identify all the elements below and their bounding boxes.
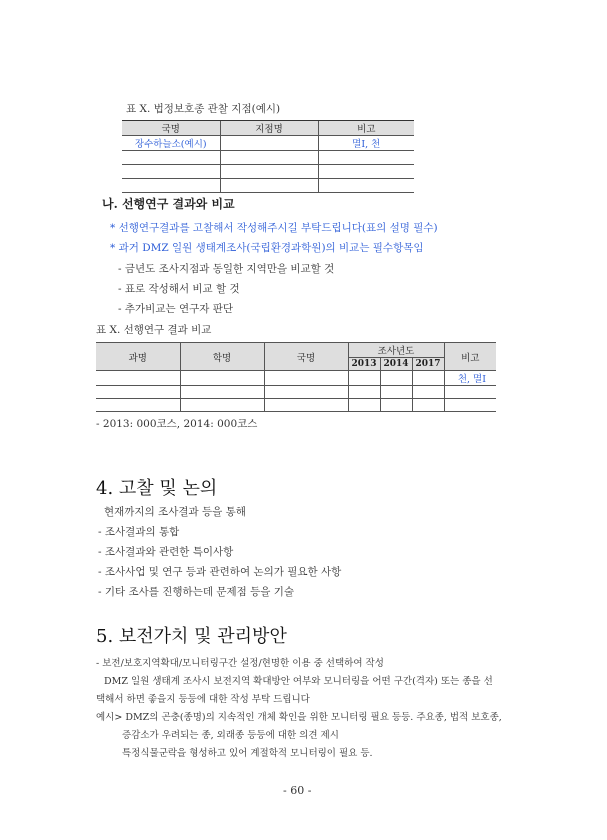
table-cell [264, 386, 348, 399]
body-line: 현재까지의 조사결과 등을 통해 [104, 506, 246, 518]
body-line: 특정식물군락을 형성하고 있어 계절학적 모니터링이 필요 등. [122, 748, 373, 759]
table-row [96, 386, 496, 399]
table-header-row [96, 343, 496, 358]
table-cell [380, 371, 412, 386]
prior-study-table [96, 342, 496, 412]
table-cell [96, 386, 180, 399]
table-cell [122, 151, 220, 165]
bullet-line: - 조사사업 및 연구 등과 관련하여 논의가 필요한 사항 [98, 566, 342, 578]
table-cell [180, 371, 264, 386]
bullet-line: - 조사결과의 통합 [98, 526, 180, 538]
note-line: * 선행연구결과를 고찰해서 작성해주시길 부탁드립니다(표의 설명 필수) [110, 222, 438, 234]
table-cell [96, 371, 180, 386]
table2-note: - 2013: 000코스, 2014: 000코스 [96, 418, 258, 430]
table-cell [180, 399, 264, 412]
table-cell [220, 179, 318, 193]
bullet-line: - 기타 조사를 진행하는데 문제점 등을 기술 [98, 586, 295, 598]
table-cell [122, 165, 220, 179]
body-line: - 보전/보호지역확대/모니터링구간 설정/현명한 이용 중 선택하여 작성 [96, 658, 384, 669]
table-row [122, 136, 414, 151]
table-cell [318, 151, 414, 165]
table-cell [318, 165, 414, 179]
header-cell: 국명 [264, 343, 348, 371]
section-heading: 4. 고찰 및 논의 [96, 478, 218, 499]
table-cell [412, 371, 444, 386]
section-heading: 5. 보전가치 및 관리방안 [96, 626, 287, 647]
table-header-row [122, 121, 414, 136]
table-cell [412, 386, 444, 399]
year-header-cell: 2014 [380, 358, 412, 371]
body-line: 증감소가 우려되는 종, 외래종 등등에 대한 의견 제시 [122, 730, 339, 741]
year-header-cell: 2017 [412, 358, 444, 371]
table-cell [180, 386, 264, 399]
header-cell: 과명 [96, 343, 180, 371]
table-cell [318, 179, 414, 193]
table-row [122, 179, 414, 193]
table-cell [264, 399, 348, 412]
protected-species-table [122, 120, 414, 193]
table-cell [220, 136, 318, 151]
table-cell: 천, 멸Ⅰ [444, 371, 496, 386]
header-cell: 조사년도 [348, 343, 444, 358]
table-cell: 멸Ⅰ, 천 [318, 136, 414, 151]
table-row [96, 399, 496, 412]
table-row [96, 371, 496, 386]
table-cell [220, 165, 318, 179]
page-number: - 60 - [283, 784, 312, 797]
header-cell: 지점명 [220, 121, 318, 136]
table-cell [348, 386, 380, 399]
table-cell [348, 399, 380, 412]
table-cell [220, 151, 318, 165]
body-line: DMZ 일원 생태계 조사시 보전지역 확대방안 여부와 모니터링을 어떤 구간(격자) 또는 종을 선 [104, 676, 493, 687]
bullet-line: - 표로 작성해서 비교 할 것 [118, 283, 240, 295]
note-line: * 과거 DMZ 일원 생태계조사(국립환경과학원)의 비교는 필수항목임 [110, 242, 424, 254]
table-cell [444, 386, 496, 399]
table-cell [96, 399, 180, 412]
body-line: 택해서 하면 좋을지 등등에 대한 작성 부탁 드립니다 [96, 694, 310, 705]
table-cell [444, 399, 496, 412]
table-row [122, 165, 414, 179]
table-row [122, 151, 414, 165]
header-cell: 비고 [318, 121, 414, 136]
table-cell [348, 371, 380, 386]
table-cell: 장수하늘소(예시) [122, 136, 220, 151]
section-title: 나. 선행연구 결과와 비교 [102, 197, 235, 211]
header-cell: 국명 [122, 121, 220, 136]
year-header-cell: 2013 [348, 358, 380, 371]
table-cell [122, 179, 220, 193]
table-cell [380, 386, 412, 399]
header-cell: 비고 [444, 343, 496, 371]
table2-caption: 표 X. 선행연구 결과 비교 [96, 324, 212, 336]
header-cell: 학명 [180, 343, 264, 371]
bullet-line: - 금년도 조사지점과 동일한 지역만을 비교할 것 [118, 263, 335, 275]
table-cell [412, 399, 444, 412]
table-cell [264, 371, 348, 386]
bullet-line: - 추가비교는 연구자 판단 [118, 303, 233, 315]
table1-caption: 표 X. 법정보호종 관찰 지점(예시) [126, 103, 281, 115]
table-cell [380, 399, 412, 412]
body-line: 예시> DMZ의 곤충(종명)의 지속적인 개체 확인을 위한 모니터링 필요 등등. 주요종, 법적 보호종, [96, 712, 502, 723]
bullet-line: - 조사결과와 관련한 특이사항 [98, 546, 234, 558]
